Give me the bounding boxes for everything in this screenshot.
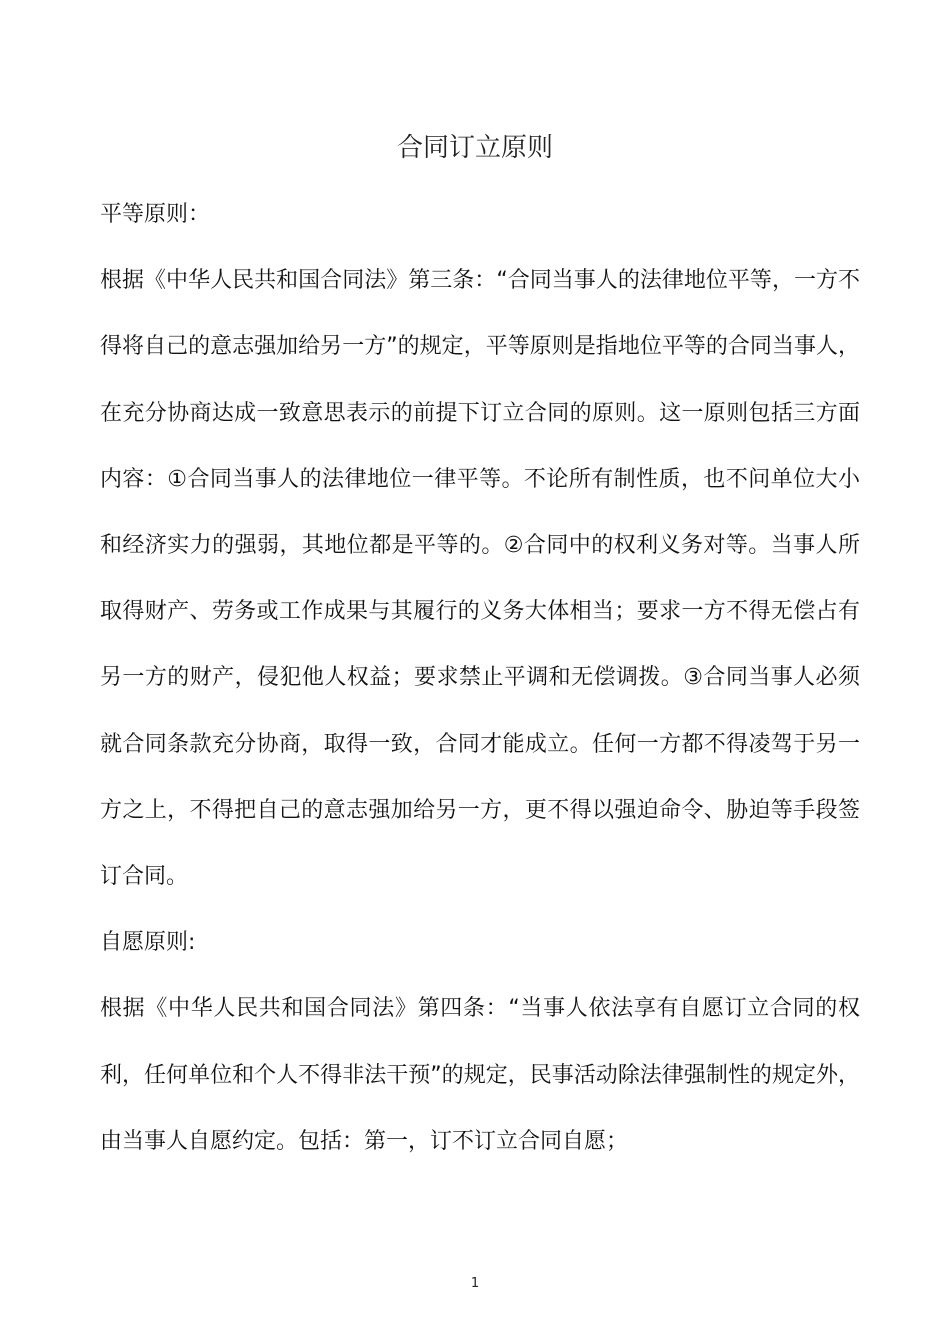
section-heading-voluntariness: 自愿原则: <box>100 930 196 956</box>
document-body <box>100 182 860 1175</box>
document-title: 合同订立原则 <box>396 133 553 163</box>
section-body-equality: 根据《中华人民共和国合同法》第三条：“合同当事人的法律地位平等，一方不得将自己的意志强加给另一方”的规定，平等原则是指地位平等的合同当事人，在充分协商达成一致意思表示的前提下订立合同的原则。这一原则包括三方面内容：①合同当事人的法律地位一律平等。不论所有制性质，也不问单位大小和经济实力的强弱，其地位都是平等的。②合同中的权利义务对等。当事人所取得财产、劳务或工作成果与其履行的义务大体相当；要求一方不得无偿占有另一方的财产，侵犯他人权益；要求禁止平调和无偿调拨。③合同当事人必须就合同条款充分协商，取得一致，合同才能成立。任何一方都不得凌驾于另一方之上，不得把自己的意志强加给另一方，更不得以强迫命令、胁迫等手段签订合同。 <box>100 268 860 890</box>
section-heading-equality: 平等原则： <box>100 202 211 227</box>
section-body-voluntariness: 根据《中华人民共和国合同法》第四条：“当事人依法享有自愿订立合同的权利，任何单位和个人不得非法干预”的规定，民事活动除法律强制性的规定外，由当事人自愿约定。包括：第一，订不订立合同自愿； <box>100 996 860 1154</box>
page-number: 1 <box>470 1276 480 1291</box>
